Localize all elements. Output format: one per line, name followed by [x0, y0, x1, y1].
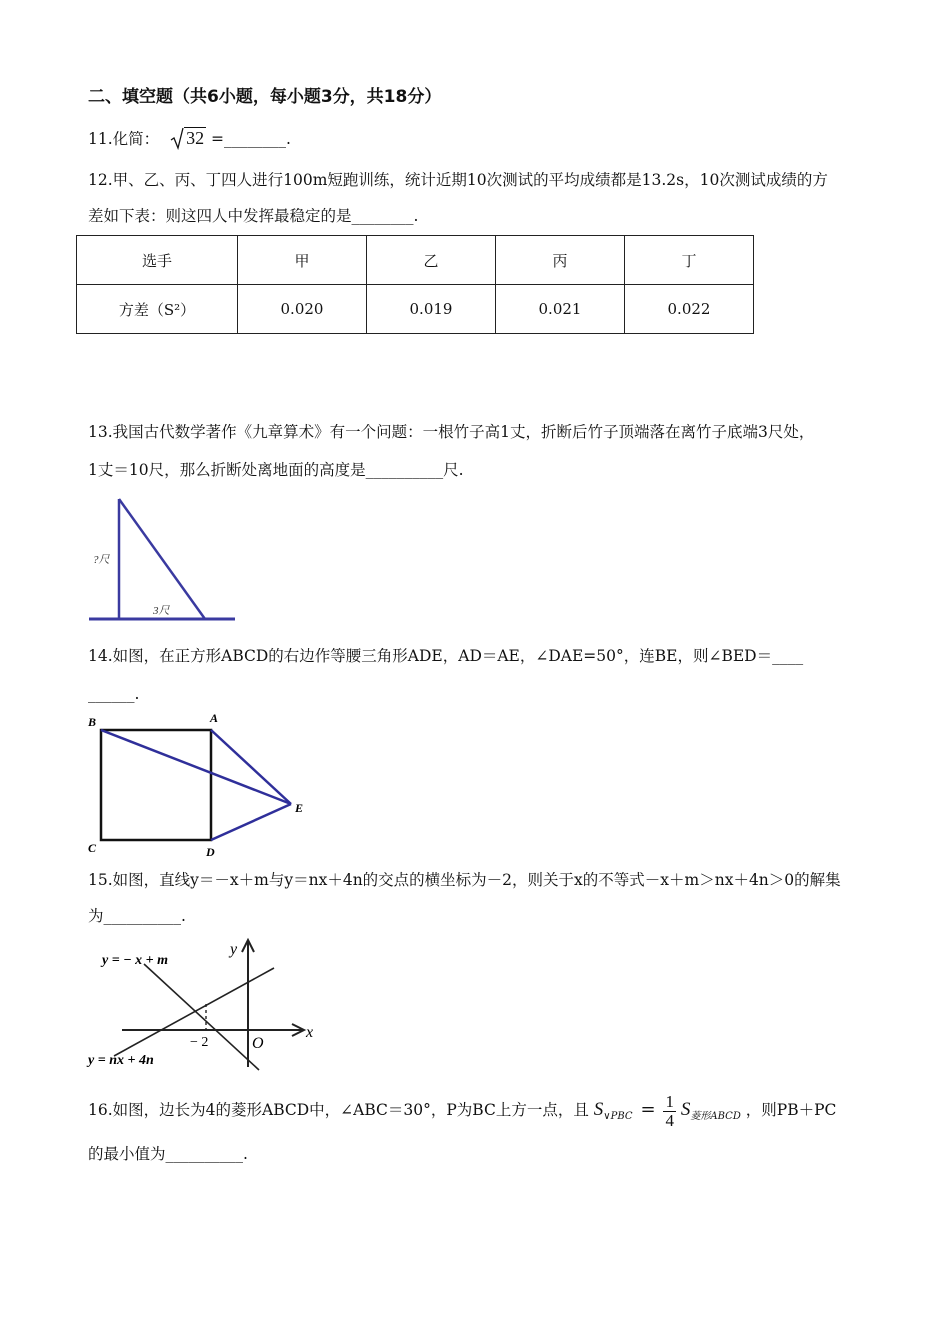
variance-table — [76, 235, 754, 334]
q16-line1 — [88, 1090, 836, 1137]
radicand: 32 — [186, 128, 205, 148]
sqrt-expression — [170, 126, 206, 150]
height-label: ?尺 — [93, 554, 110, 566]
q16-line2: 的最小值为__________. — [88, 1145, 248, 1163]
segment-be — [101, 730, 291, 804]
q13-line1: 13.我国古代数学著作《九章算术》有一个问题：一根竹子高1丈，折断后竹子顶端落在离竹子底端3尺处， — [88, 423, 815, 441]
q11-suffix: =________. — [211, 130, 291, 148]
table-cell: 0.021 — [496, 285, 625, 334]
table-header-row — [77, 236, 754, 285]
q13-line2: 1丈＝10尺，那么折断处离地面的高度是__________尺. — [88, 461, 464, 479]
origin-label: O — [252, 1035, 264, 1052]
q14-line1: 14.如图，在正方形ABCD的右边作等腰三角形ADE，AD＝AE，∠DAE=50°，连BE，则∠BED＝____ — [88, 647, 804, 665]
s-triangle: S — [593, 1099, 604, 1120]
table-cell: 0.022 — [625, 285, 754, 334]
vertex-label-a: A — [210, 711, 219, 725]
q11-prefix: 11.化简： — [88, 130, 160, 148]
x-axis-label: x — [306, 1024, 314, 1041]
base-label: 3尺 — [153, 605, 170, 617]
q14-line2: ______. — [88, 685, 140, 703]
bamboo-figure — [85, 495, 240, 625]
q12-line2: 差如下表：则这四人中发挥最稳定的是________. — [88, 207, 419, 225]
square-triangle-figure — [84, 710, 314, 860]
q12-line1: 12.甲、乙、丙、丁四人进行100m短跑训练，统计近期10次测试的平均成绩都是13.2s，10次测试成绩的方 — [88, 171, 828, 189]
table-header-cell: 乙 — [367, 236, 496, 285]
q16-suffix: ，则PB＋PC — [745, 1101, 837, 1119]
table-header-cell: 选手 — [77, 236, 238, 285]
table-row-label: 方差（S²） — [77, 285, 238, 334]
vertex-label-e: E — [295, 801, 304, 815]
s-rhombus-subscript: 菱形ABCD — [690, 1111, 741, 1123]
vertex-label-d: D — [206, 845, 215, 859]
fraction-numerator: 1 — [665, 1091, 674, 1111]
y-axis-label: y — [230, 941, 238, 958]
vertex-label-b: B — [88, 715, 97, 729]
line-a-label: y = − x + m — [102, 953, 169, 968]
table-cell: 0.019 — [367, 285, 496, 334]
fraction-denominator: 4 — [665, 1110, 674, 1130]
vertex-label-c: C — [88, 841, 97, 855]
fraction-one-quarter — [663, 1093, 676, 1130]
radical-sign-icon — [170, 126, 184, 150]
s-triangle-subscript: ∨PBC — [603, 1111, 633, 1123]
table-row — [77, 285, 754, 334]
table-cell: 0.020 — [238, 285, 367, 334]
table-header-cell: 丙 — [496, 236, 625, 285]
line-y-neg-x-plus-m — [144, 964, 259, 1070]
tick-label-neg-2: − 2 — [190, 1035, 209, 1050]
question-11 — [88, 126, 291, 150]
segment-ae — [211, 730, 291, 804]
table-header-cell: 丁 — [625, 236, 754, 285]
square-abcd — [101, 730, 211, 840]
q16-prefix: 16.如图，边长为4的菱形ABCD中，∠ABC＝30°，P为BC上方一点，且 — [88, 1101, 589, 1119]
segment-de — [211, 804, 291, 840]
s-rhombus: S — [680, 1099, 691, 1120]
linear-functions-figure — [84, 932, 324, 1072]
line-b-label: y = nx + 4n — [88, 1053, 154, 1068]
q15-line1: 15.如图，直线y＝－x＋m与y＝nx＋4n的交点的横坐标为－2，则关于x的不等式－x＋m＞nx＋4n＞0的解集 — [88, 871, 841, 889]
table-header-cell: 甲 — [238, 236, 367, 285]
broken-top — [119, 499, 205, 619]
q15-line2: 为__________. — [88, 907, 186, 925]
section-title: 二、填空题（共6小题，每小题3分，共18分） — [88, 87, 442, 107]
equals-sign: = — [640, 1099, 656, 1120]
